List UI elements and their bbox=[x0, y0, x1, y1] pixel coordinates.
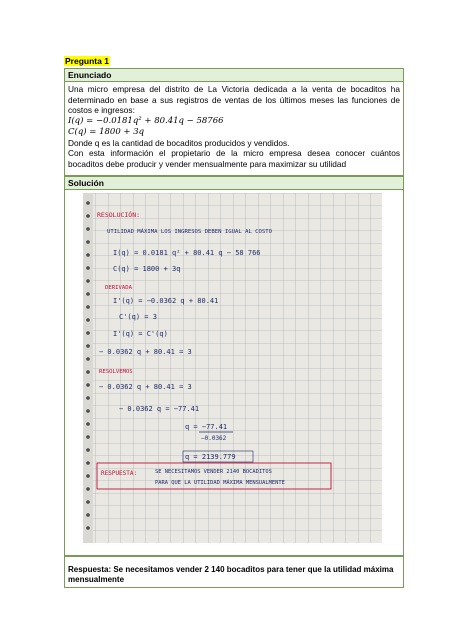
hw-answer-label: RESPUESTA: bbox=[101, 470, 138, 477]
hw-eq-i: I(q) = 0.0181 q² + 80.41 q − 58 766 bbox=[113, 249, 261, 257]
hw-deriv-c: C'(q) = 3 bbox=[119, 313, 157, 321]
hw-deriv-i: I'(q) = −0.0362 q + 80.41 bbox=[113, 297, 219, 305]
grid-lines bbox=[83, 193, 382, 543]
answer-text: Respuesta: Se necesitamos vender 2 140 bocaditos para tener que la utilidad máxima mensualmente bbox=[68, 565, 394, 584]
hw-answer-line1: SE NECESITAMOS VENDER 2140 BOCADITOS bbox=[155, 469, 272, 475]
hw-step2: − 0.0362 q = −77.41 bbox=[119, 405, 200, 413]
question-text: Con esta información el propietario de la micro empresa desea conocer cuántos bocaditos debe producir y vender mensualmente para maximizar su utilidad bbox=[68, 148, 400, 169]
answer-box bbox=[64, 556, 404, 588]
hw-step3-num: q = −77.41 bbox=[185, 423, 228, 431]
cost-formula: C(q) = 1800 + 3q bbox=[68, 126, 145, 137]
spiral-binding bbox=[83, 193, 93, 543]
statement-body bbox=[65, 82, 403, 172]
variable-definition: Donde q es la cantidad de bocaditos producidos y vendidos. bbox=[68, 137, 290, 148]
hw-eq-set: − 0.0362 q + 80.41 = 3 bbox=[99, 348, 192, 356]
hw-step3-den: −0.0362 bbox=[201, 435, 227, 442]
hw-derive-label: DERIVADA bbox=[105, 285, 132, 291]
hw-title: RESOLUCIÓN: bbox=[97, 211, 141, 219]
hw-step4: q = 2139.779 bbox=[185, 453, 236, 461]
statement-header: Enunciado bbox=[65, 69, 403, 82]
hw-answer-line2: PARA QUE LA UTILIDAD MÁXIMA MENSUALMENTE bbox=[155, 480, 285, 486]
question-label: Pregunta 1 bbox=[65, 56, 109, 66]
hw-step1: − 0.0362 q + 80.41 = 3 bbox=[99, 383, 192, 391]
hw-line1: UTILIDAD MÁXIMA LOS INGRESOS DEBEN IGUAL AL COSTO bbox=[107, 229, 273, 235]
hw-solve-label: RESOLVEMOS bbox=[99, 369, 133, 375]
hw-eq-c: C(q) = 1800 + 3q bbox=[113, 265, 181, 273]
solution-header: Solución bbox=[65, 177, 403, 190]
handwritten-notebook-photo bbox=[83, 193, 382, 543]
statement-text: Una micro empresa del distrito de La Victoria dedicada a la venta de bocaditos ha determinado en base a sus registros de ventas de los últimos meses las funciones de costos e ingresos: bbox=[68, 84, 400, 116]
income-formula: I(q) = −0.0181q² + 80.41q − 58766 bbox=[68, 115, 224, 126]
statement-box bbox=[64, 68, 404, 176]
hw-equality: I'(q) = C'(q) bbox=[113, 330, 168, 338]
